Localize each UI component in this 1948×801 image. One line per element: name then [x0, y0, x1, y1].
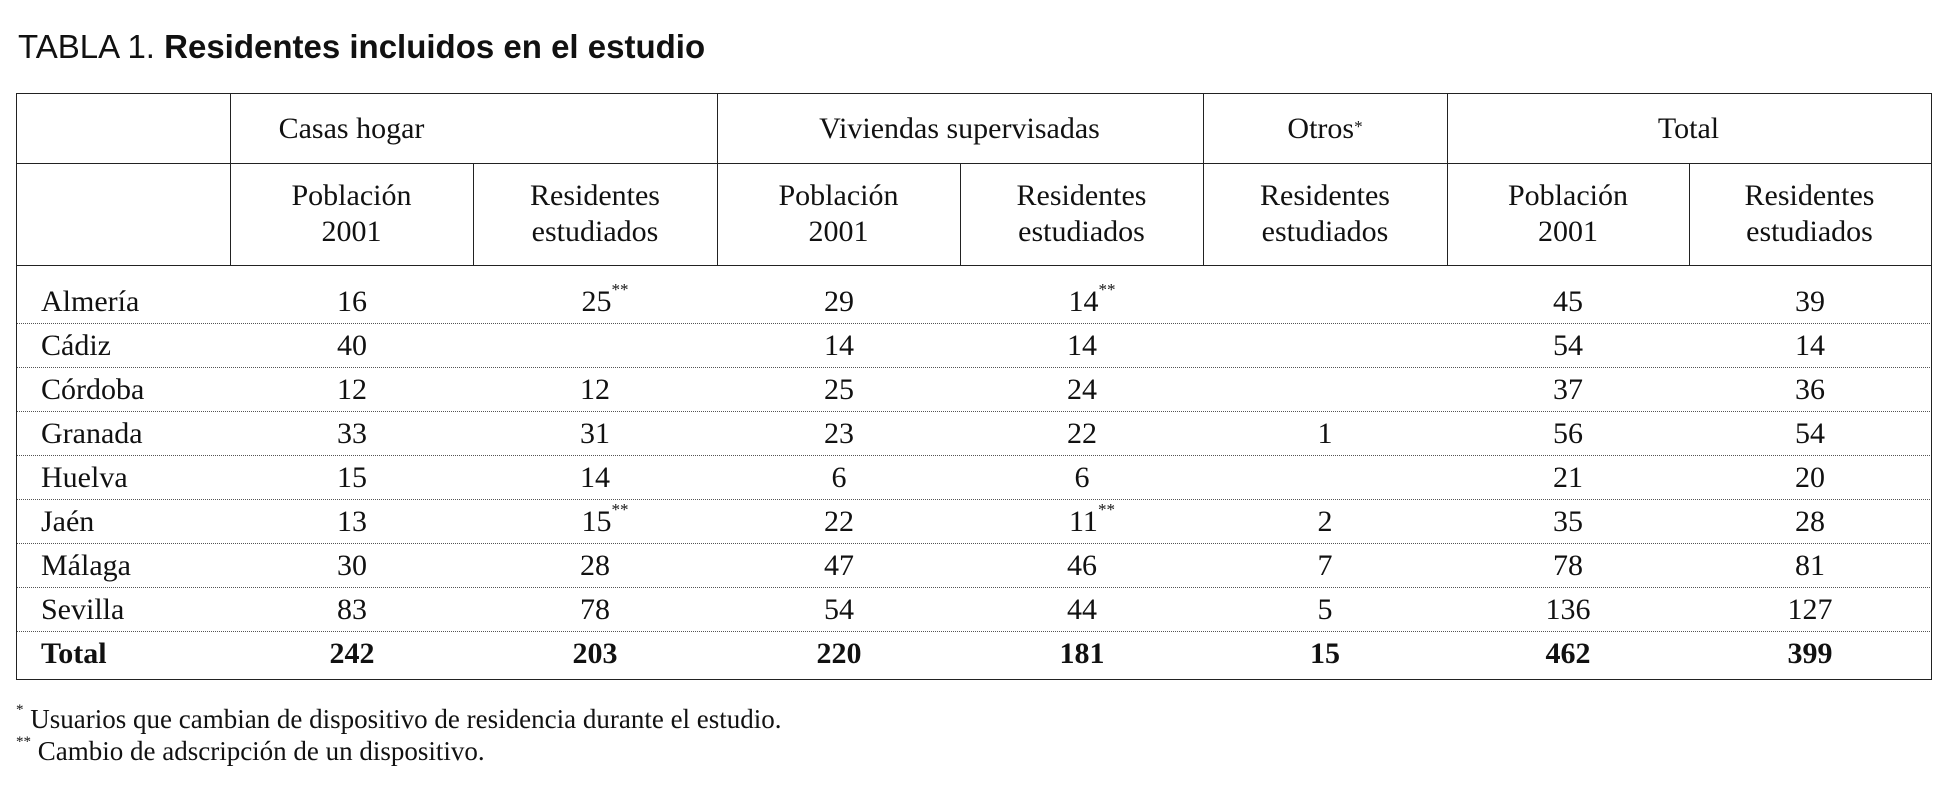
footnote-mark: ** [1098, 280, 1116, 299]
group-header-total: Total [1657, 111, 1720, 145]
table-cell: 220 [816, 637, 862, 670]
table-cell: 20 [1795, 461, 1825, 494]
row-label: Huelva [41, 461, 128, 494]
table-row [17, 588, 1930, 632]
table-cell: 25 [824, 373, 854, 406]
table-cell: 28 [580, 549, 610, 582]
table-cell: 56 [1553, 417, 1583, 450]
table-cell: 47 [824, 549, 854, 582]
table-cell: 21 [1553, 461, 1583, 494]
table-cell: 44 [1067, 593, 1097, 626]
col-divider [1689, 163, 1690, 265]
table-cell: 31 [580, 417, 610, 450]
footnotes [16, 703, 782, 767]
table-cell: 37 [1553, 373, 1583, 406]
table-cell: 14 [824, 329, 854, 362]
row-label: Cádiz [41, 329, 111, 362]
table-cell: 81 [1795, 549, 1825, 582]
group-header-otros: Otros * [1287, 111, 1363, 145]
table-cell: 83 [337, 593, 367, 626]
table-row [17, 456, 1930, 500]
row-label: Jaén [41, 505, 95, 538]
table-row [17, 280, 1930, 324]
table-cell: 15** [581, 500, 629, 538]
table-cell: 30 [337, 549, 367, 582]
data-table [16, 93, 1932, 680]
table-cell: 15 [337, 461, 367, 494]
col-divider [1447, 94, 1448, 265]
otros-asterisk: * [1354, 116, 1363, 136]
table-cell: 11** [1069, 500, 1115, 538]
table-cell: 25** [581, 280, 629, 318]
table-cell: 242 [329, 637, 375, 670]
table-cell: 54 [1553, 329, 1583, 362]
sub-header-total-residentes: Residentes estudiados [1744, 179, 1875, 248]
table-total-row [17, 632, 1930, 676]
col-divider [1203, 94, 1204, 265]
sub-header-viviendas-residentes: Residentes estudiados [1016, 179, 1147, 248]
col-divider [717, 94, 718, 265]
table-cell: 14 [1795, 329, 1825, 362]
table-row [17, 412, 1930, 456]
table-cell: 2 [1317, 505, 1333, 538]
table-cell: 136 [1545, 593, 1591, 626]
table-cell: 39 [1795, 285, 1825, 318]
col-divider [960, 163, 961, 265]
table-cell: 6 [831, 461, 847, 494]
table-cell: 22 [1067, 417, 1097, 450]
footnote-1: * Usuarios que cambian de dispositivo de residencia durante el estudio. [16, 702, 782, 734]
table-title-prefix: TABLA 1. [18, 28, 155, 65]
table-cell: 5 [1317, 593, 1333, 626]
sub-header-row [17, 163, 1931, 266]
table-cell: 14 [580, 461, 610, 494]
table-cell: 54 [824, 593, 854, 626]
table-row [17, 324, 1930, 368]
table-title [18, 28, 705, 66]
table-cell: 28 [1795, 505, 1825, 538]
row-label: Málaga [41, 549, 131, 582]
sub-header-casas-poblacion: Población 2001 [291, 179, 412, 248]
group-header-row [17, 94, 1931, 164]
table-cell: 33 [337, 417, 367, 450]
col-divider [473, 163, 474, 265]
table-row [17, 500, 1930, 544]
table-cell: 1 [1317, 417, 1333, 450]
table-cell: 24 [1067, 373, 1097, 406]
table-cell: 78 [1553, 549, 1583, 582]
row-label: Córdoba [41, 373, 145, 406]
row-label: Total [41, 637, 107, 670]
sub-header-viviendas-poblacion: Población 2001 [778, 179, 899, 248]
table-cell: 12 [580, 373, 610, 406]
sub-header-casas-residentes: Residentes estudiados [530, 179, 660, 248]
table-cell [1255, 368, 1395, 412]
table-row [17, 544, 1930, 588]
sub-header-total-poblacion: Población 2001 [1508, 179, 1628, 248]
table-cell: 7 [1317, 549, 1333, 582]
sub-header-otros-residentes: Residentes estudiados [1260, 179, 1390, 248]
table-cell [1255, 456, 1395, 500]
group-header-viviendas: Viviendas supervisadas [819, 111, 1100, 145]
table-cell: 15 [1310, 637, 1340, 670]
table-cell: 13 [337, 505, 367, 538]
table-cell: 16 [337, 285, 367, 318]
row-label: Sevilla [41, 593, 125, 626]
table-cell: 14** [1068, 280, 1116, 318]
footnote-2: ** Cambio de adscripción de un dispositivo. [16, 734, 485, 766]
table-cell: 399 [1787, 637, 1833, 670]
table-cell: 14 [1067, 329, 1097, 362]
table-cell: 12 [337, 373, 367, 406]
col-divider [230, 94, 231, 265]
table-cell: 35 [1553, 505, 1583, 538]
table-cell: 203 [572, 637, 618, 670]
table-cell [1255, 324, 1395, 368]
table-title-main: Residentes incluidos en el estudio [164, 28, 706, 65]
table-cell: 29 [824, 285, 854, 318]
table-cell: 36 [1795, 373, 1825, 406]
footnote-mark: ** [1097, 500, 1115, 519]
table-body [17, 265, 1931, 679]
table-cell: 6 [1074, 461, 1090, 494]
table-cell: 181 [1059, 637, 1105, 670]
footnote-mark: ** [611, 280, 629, 299]
table-cell: 45 [1553, 285, 1583, 318]
table-cell: 46 [1067, 549, 1097, 582]
table-cell: 22 [824, 505, 854, 538]
table-cell: 462 [1545, 637, 1591, 670]
footnote-mark: ** [611, 500, 629, 519]
table-cell [1255, 280, 1395, 324]
table-cell: 127 [1787, 593, 1833, 626]
table-cell: 54 [1795, 417, 1825, 450]
table-row [17, 368, 1930, 412]
row-label: Granada [41, 417, 143, 450]
table-cell: 40 [337, 329, 367, 362]
table-cell: 23 [824, 417, 854, 450]
table-cell [525, 324, 665, 368]
table-cell: 78 [580, 593, 610, 626]
row-label: Almería [41, 285, 140, 318]
group-header-casas-hogar: Casas hogar [278, 111, 425, 145]
